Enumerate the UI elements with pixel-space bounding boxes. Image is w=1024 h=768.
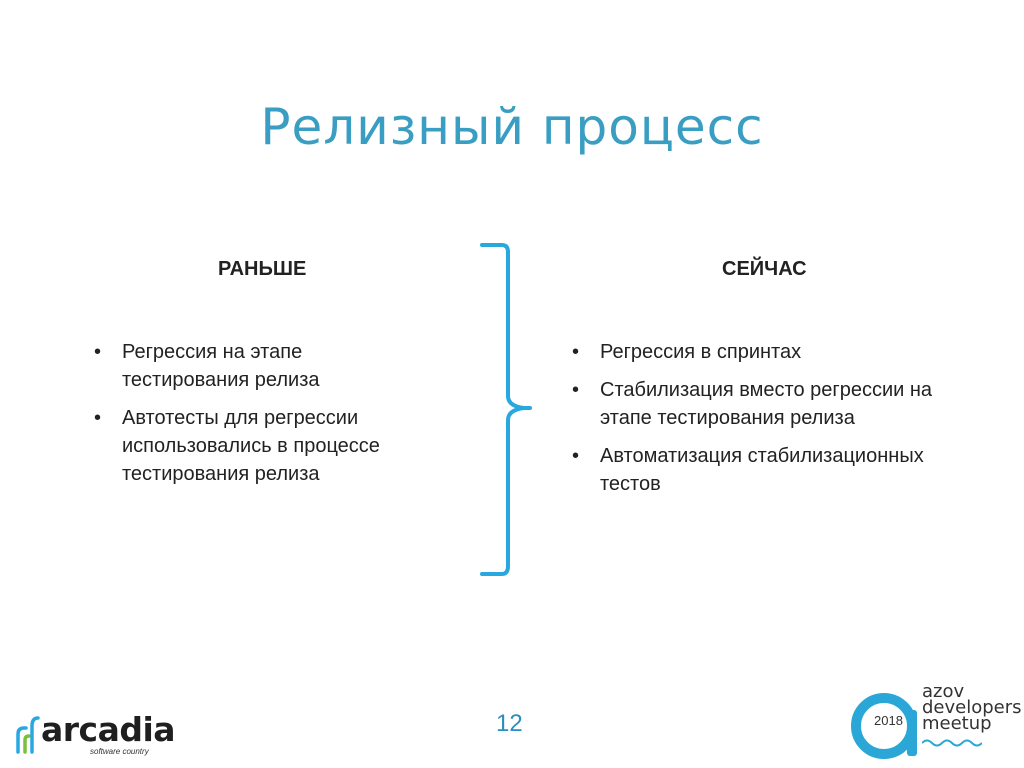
curly-brace-icon [478,240,538,584]
right-bullet-list [572,338,972,508]
azov-line-2: developers [922,697,1022,718]
arcadia-logo-icon [14,714,40,754]
bullet-text: Автоматизация стабилизационных тестов [600,445,924,495]
bullet-text: Автотесты для регрессии использовались в процессе тестирования релиза [122,407,380,485]
azov-meetup-logo [850,680,1022,760]
arcadia-wordmark: arcadia [41,710,176,749]
list-item [572,442,972,498]
bullet-marker: • [572,341,580,363]
bullet-text: Регрессия на этапе тестирования релиза [122,341,320,391]
wave-icon [922,738,982,748]
arcadia-tagline: software country [90,747,149,756]
left-column-heading: РАНЬШЕ [218,258,307,280]
list-item [572,376,972,432]
bullet-marker: • [94,341,102,363]
list-item [94,338,434,394]
page-number: 12 [496,710,523,737]
azov-line-3: meetup [922,713,992,734]
bullet-marker: • [572,445,580,467]
azov-line-1: azov [922,681,965,702]
right-column-heading: СЕЙЧАС [722,258,807,280]
bullet-marker: • [94,407,102,429]
slide-title: Релизный процесс [260,98,764,156]
list-item [572,338,972,366]
left-bullet-list [94,338,434,498]
bullet-text: Стабилизация вместо регрессии на этапе тестирования релиза [600,379,933,429]
azov-year: 2018 [874,713,903,728]
bullet-text: Регрессия в спринтах [600,341,802,363]
list-item [94,404,434,488]
arcadia-logo [14,712,174,758]
bullet-marker: • [572,379,580,401]
